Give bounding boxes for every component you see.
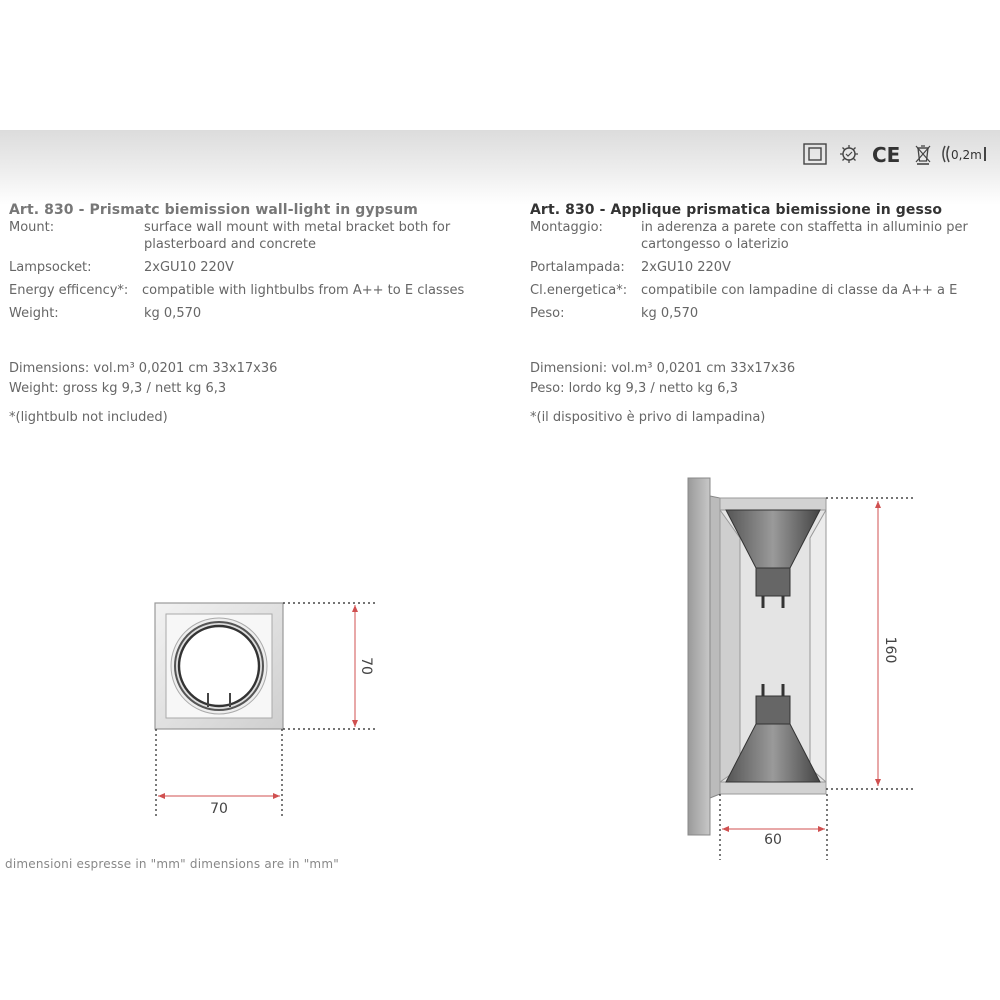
spec-value: 2xGU10 220V — [144, 260, 234, 275]
side-view-drawing — [680, 468, 920, 868]
front-view-drawing — [140, 590, 390, 830]
italian-spec-column — [530, 202, 990, 322]
dimensions-en: Dimensions: vol.m³ 0,0201 cm 33x17x36 — [9, 361, 278, 376]
spec-row — [530, 282, 990, 299]
spec-value: 2xGU10 220V — [641, 260, 731, 275]
svg-text:CE: CE — [872, 143, 901, 165]
spec-label: Cl.energetica*: — [530, 283, 628, 298]
front-view-body — [155, 603, 283, 729]
spec-row — [530, 219, 990, 253]
side-height-dimension — [826, 498, 915, 789]
spec-label: Weight: — [9, 306, 59, 321]
units-footnote: dimensioni espresse in "mm" dimensions are in "mm" — [5, 857, 339, 871]
spec-label: Peso: — [530, 306, 565, 321]
gross-weight-it: Peso: lordo kg 9,3 / netto kg 6,3 — [530, 381, 738, 396]
front-width-dimension — [156, 729, 282, 818]
spec-value: kg 0,570 — [641, 306, 699, 321]
spec-value: surface wall mount with metal bracket both for plasterboard and concrete — [144, 220, 451, 252]
spec-label: Mount: — [9, 220, 55, 235]
halogen-lamp-icon — [836, 143, 862, 165]
spec-row — [530, 259, 990, 276]
side-depth-label: 60 — [764, 832, 782, 848]
spec-row — [9, 219, 509, 253]
header-band — [0, 130, 1000, 205]
shipping-info-it — [530, 359, 795, 428]
spec-value: kg 0,570 — [144, 306, 202, 321]
spec-label: Portalampada: — [530, 260, 625, 275]
spec-value: in aderenza a parete con staffetta in alluminio per cartongesso o laterizio — [641, 220, 968, 252]
side-depth-dimension — [720, 794, 827, 860]
english-spec-column — [9, 202, 509, 322]
spec-label: Montaggio: — [530, 220, 603, 235]
bulb-note-en: *(lightbulb not included) — [9, 410, 168, 425]
ce-mark-icon — [871, 143, 905, 165]
weee-bin-icon — [914, 143, 932, 165]
side-height-label: 160 — [882, 636, 898, 664]
front-width-label: 70 — [210, 801, 228, 817]
spec-label: Lampsocket: — [9, 260, 92, 275]
gross-weight-en: Weight: gross kg 9,3 / nett kg 6,3 — [9, 381, 227, 396]
product-title-it: Art. 830 - Applique prismatica biemissione in gesso — [530, 202, 943, 218]
dimensions-it: Dimensioni: vol.m³ 0,0201 cm 33x17x36 — [530, 361, 796, 376]
class-2-insulation-icon — [803, 143, 827, 165]
svg-text:0,2m: 0,2m — [951, 148, 982, 162]
divider-bar — [6, 342, 688, 358]
product-title-en: Art. 830 - Prismatc biemission wall-light in gypsum — [9, 202, 418, 218]
spec-row — [530, 305, 990, 322]
spec-label: Energy efficency*: — [9, 283, 129, 298]
spec-row — [9, 259, 509, 276]
certification-icons — [803, 143, 989, 165]
front-height-label: 70 — [358, 657, 374, 675]
spec-row — [9, 282, 509, 299]
distance-02m-icon — [941, 143, 989, 165]
spec-value: compatible with lightbulbs from A++ to E classes — [142, 283, 465, 298]
front-height-dimension — [283, 603, 375, 729]
shipping-info-en — [9, 359, 277, 428]
bulb-note-it: *(il dispositivo è privo di lampadina) — [530, 410, 766, 425]
spec-row — [9, 305, 509, 322]
spec-value: compatibile con lampadine di classe da A++ a E — [641, 283, 958, 298]
